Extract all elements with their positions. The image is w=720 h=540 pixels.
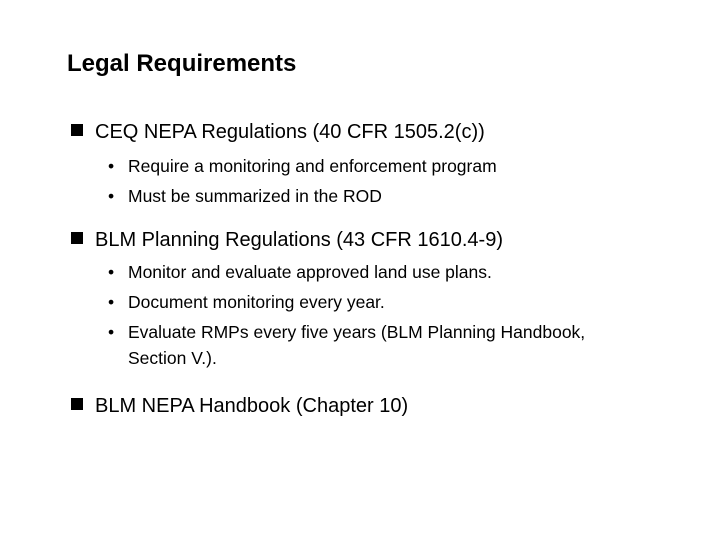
list-item	[108, 151, 497, 181]
list-item	[108, 287, 608, 317]
slide-title: Legal Requirements	[67, 50, 297, 77]
section-heading-blm-nepa	[71, 394, 408, 418]
list-item-text: Evaluate RMPs every five years (BLM Planning Handbook, Section V.).	[128, 322, 586, 368]
bullet-dot-icon: •	[108, 322, 115, 342]
bullet-dot-icon: •	[108, 156, 115, 176]
bullet-dot-icon: •	[108, 186, 115, 206]
section-heading-blm-planning	[71, 228, 503, 252]
section-heading-text: BLM NEPA Handbook (Chapter 10)	[95, 395, 409, 417]
bullet-dot-icon: •	[108, 292, 115, 312]
list-item-text: Document monitoring every year.	[128, 292, 385, 312]
list-item	[108, 257, 608, 287]
bullet-dot-icon: •	[108, 262, 115, 282]
list-item	[108, 319, 608, 371]
list-item-text: Must be summarized in the ROD	[128, 186, 382, 206]
square-bullet-icon	[71, 232, 83, 244]
section-heading-text: BLM Planning Regulations (43 CFR 1610.4-9)	[95, 229, 503, 251]
list-item-text: Monitor and evaluate approved land use plans.	[128, 262, 492, 282]
section-items-ceq	[108, 151, 497, 211]
section-items-blm-planning	[108, 257, 608, 371]
square-bullet-icon	[71, 398, 83, 410]
list-item	[108, 181, 497, 211]
section-heading-ceq	[71, 120, 485, 144]
square-bullet-icon	[71, 124, 83, 136]
list-item-text: Require a monitoring and enforcement program	[128, 156, 497, 176]
section-heading-text: CEQ NEPA Regulations (40 CFR 1505.2(c))	[95, 121, 485, 143]
